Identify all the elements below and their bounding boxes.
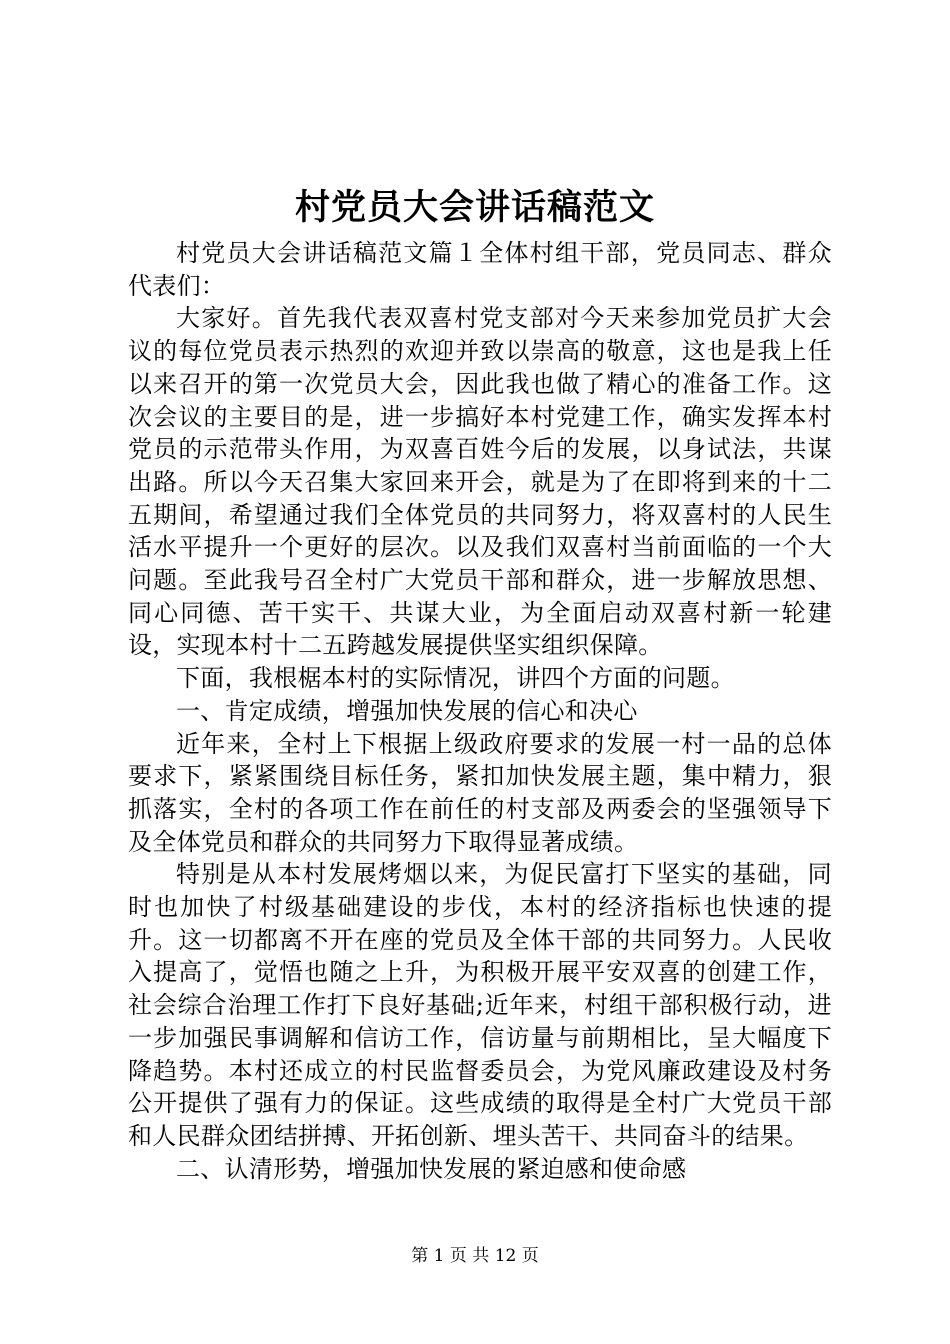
document-body	[128, 237, 832, 1185]
section-heading: 一、肯定成绩，增强加快发展的信心和决心	[176, 696, 638, 725]
paragraph: 特别是从本村发展烤烟以来，为促民富打下坚实的基础，同时也加快了村级基础建设的步伐，本村的经济指标也快速的提升。这一切都离不开在座的党员及全体干部的共同努力。人民收入提高了，觉悟也随之上升，为积极开展平安双喜的创建工作，社会综合治理工作打下良好基础;近年来，村组干部积极行动，进一步加强民事调解和信访工作，信访量与前期相比，呈大幅度下降趋势。本村还成立的村民监督委员会，为党风廉政建设及村务公开提供了强有力的保证。这些成绩的取得是全村广大党员干部和人民群众团结拼搏、开拓创新、埋头苦干、共同奋斗的结果。	[128, 860, 832, 1150]
page-number-footer: 第 1 页 共 12 页	[411, 1246, 539, 1266]
paragraph: 大家好。首先我代表双喜村党支部对今天来参加党员扩大会议的每位党员表示热烈的欢迎并致以崇高的敬意，这也是我上任以来召开的第一次党员大会，因此我也做了精心的准备工作。这次会议的主要目的是，进一步搞好本村党建工作，确实发挥本村党员的示范带头作用，为双喜百姓今后的发展，以身试法，共谋出路。所以今天召集大家回来开会，就是为了在即将到来的十二五期间，希望通过我们全体党员的共同努力，将双喜村的人民生活水平提升一个更好的层次。以及我们双喜村当前面临的一个大问题。至此我号召全村广大党员干部和群众，进一步解放思想、同心同德、苦干实干、共谋大业，为全面启动双喜村新一轮建设，实现本村十二五跨越发展提供坚实组织保障。	[128, 304, 832, 660]
section-heading: 二、认清形势，增强加快发展的紧迫感和使命感	[176, 1154, 687, 1183]
document-title: 村党员大会讲话稿范文	[294, 187, 655, 228]
paragraph: 村党员大会讲话稿范文篇１全体村组干部，党员同志、群众代表们：	[128, 239, 832, 300]
paragraph: 下面，我根椐本村的实际情况，讲四个方面的问题。	[176, 664, 735, 693]
paragraph: 近年来，全村上下根据上级政府要求的发展一村一品的总体要求下，紧紧围绕目标任务，紧扣加快发展主题，集中精力，狠抓落实，全村的各项工作在前任的村支部及两委会的坚强领导下及全体党员和群众的共同努力下取得显著成绩。	[128, 729, 832, 856]
